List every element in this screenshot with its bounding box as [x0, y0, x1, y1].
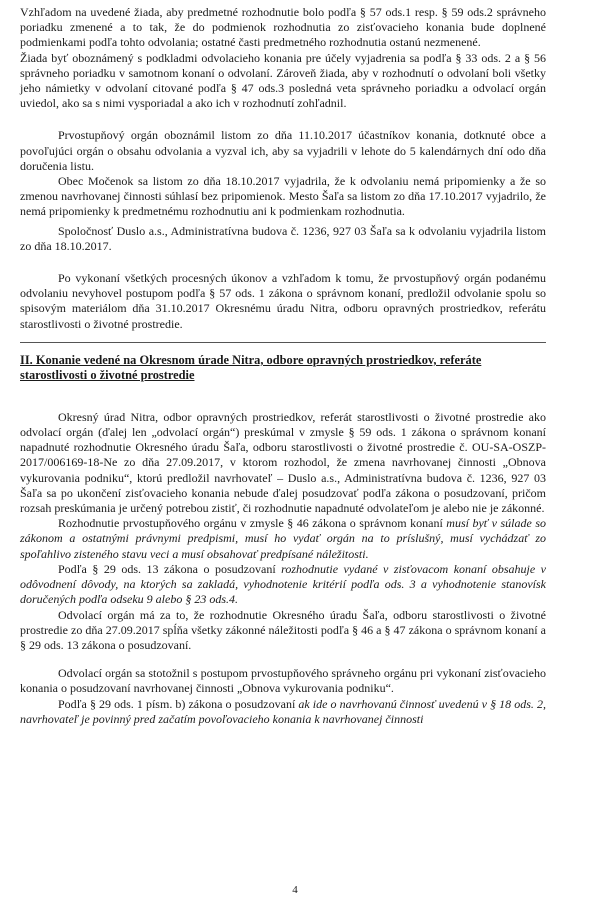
paragraph-mocenok-sala: Obec Močenok sa listom zo dňa 18.10.2017 vyjadrila, že k odvolaniu nemá pripomienky a že so zmenou navrhovanej činnosti súhlasí bez pripomienok. Mesto Šaľa sa listom zo dňa 17.10.2017 vyjadrilo, že nemá pripomienky k predmetnému rozhodnutiu ani k podmienkam rozhodnutia. [20, 174, 546, 219]
paragraph-section-46 [20, 516, 546, 562]
paragraph-request-documents: Žiada byť oboznámený s podkladmi odvolacieho konania pre účely vyjadrenia sa podľa § 33 ods. 2 a § 56 správneho poriadku v samotnom konaní o odvolaní. Zároveň žiada, aby v rozhodnutí o odvolaní boli všetky jeho námietky v odvolaní citované podľa § 47 ods.3 posledná veta správneho poriadku a odvolací orgán uviedol, ako sa s nimi vysporiadal a ako ich v rozhodnutí zohľadnil. [20, 50, 546, 111]
paragraph-section-29-1 [20, 697, 546, 727]
paragraph-duslo-response: Spoločnosť Duslo a.s., Administratívna budova č. 1236, 927 03 Šaľa sa k odvolaniu vyjadrila listom zo dňa 18.10.2017. [20, 223, 546, 253]
paragraph-section-46-lead: Rozhodnutie prvostupňového orgánu v zmysle § 46 zákona o správnom konaní [58, 516, 447, 531]
section-heading: II. Konanie vedené na Okresnom úrade Nitra, odbore opravných prostriedkov, referáte starostlivosti o životné prostredie [20, 352, 482, 383]
page-number: 4 [292, 884, 298, 896]
paragraph-notification: Prvostupňový orgán oboznámil listom zo dňa 11.10.2017 účastníkov konania, dotknuté obce a povoľujúci orgán o obsahu odvolania a vyzval ich, aby sa vyjadrili v lehote do 5 kalendárnych dní odo dňa doručenia listu. [20, 128, 546, 173]
section-divider [20, 342, 546, 343]
paragraph-section-46-quote: musí byť v súlade so zákonom a ostatnými právnymi predpismi, musí ho vydať orgán na to príslušný, musí vychádzať zo spoľahlivo zisteného stavu veci a musí obsahovať predpísané náležitosti. [20, 516, 546, 561]
paragraph-section-29-13-quote: rozhodnutie vydané v zisťovacom konaní obsahuje v odôvodnení dôvody, na ktorých sa zakladá, vyhodnotenie kritérií podľa ods. 3 a vyhodnotenie stanovísk doručených podľa odseku 9 alebo § 23 ods.4. [20, 561, 546, 607]
paragraph-compliance: Odvolací orgán má za to, že rozhodnutie Okresného úradu Šaľa, odboru starostlivosti o životné prostredie zo dňa 27.09.2017 spĺňa všetky zákonné náležitosti podľa § 46 a § 47 zákona o správnom konaní a § 29 ods. 13 zákona o posudzovaní. [20, 607, 546, 652]
paragraph-section-29-1-quote: ak ide o navrhovanú činnosť uvedenú v § 18 ods. 2, navrhovateľ je povinný pred začatím povoľovacieho konania k navrhovanej činnosti [20, 696, 546, 726]
paragraph-section-29-13-lead: Podľa § 29 ods. 13 zákona o posudzovaní [58, 561, 282, 576]
paragraph-section-29-1-lead: Podľa § 29 ods. 1 písm. b) zákona o posudzovaní [58, 696, 299, 711]
paragraph-review: Okresný úrad Nitra, odbor opravných prostriedkov, referát starostlivosti o životné prostredie ako odvolací orgán (ďalej len „odvolací orgán“) preskúmal v zmysle § 59 ods. 1 zákona o správnom konaní napadnuté rozhodnutie Okresného úradu Šaľa, odboru starostlivosti o životné prostredie č. OU-SA-OSZP-2017/006169-18-Ne zo dňa 27.09.2017, v ktorom rozhodol, že zmena navrhovanej činnosti „Obnova vykurovania podniku“, ktorú predložil navrhovateľ – Duslo a.s., Administratívna budova č. 1236, 927 03 Šaľa sa po ukončení zisťovacieho konania nebude ďalej posudzovať podľa zákona o posudzovaní, pričom rozsah preskúmania je určený potrebou zistiť, či rozhodnutie napadnuté odvolateľom je alebo nie je zákonné. [20, 409, 546, 516]
paragraph-agreement: Odvolací orgán sa stotožnil s postupom prvostupňového správneho orgánu pri vykonaní zisťovacieho konania o posudzovaní navrhovanej činnosti „Obnova vykurovania podniku“. [20, 666, 546, 696]
paragraph-section-29-13 [20, 562, 546, 608]
paragraph-submission: Po vykonaní všetkých procesných úkonov a vzhľadom k tomu, že prvostupňový orgán podanému odvolaniu nevyhovel postupom podľa § 57 ods. 1 zákona o správnom konaní, predložil odvolanie spolu so spisovým materiálom dňa 31.10.2017 Okresnému úradu Nitra, odboru opravných prostriedkov, referátu starostlivosti o životné prostredie. [20, 271, 546, 331]
paragraph-request-change: Vzhľadom na uvedené žiada, aby predmetné rozhodnutie bolo podľa § 57 ods.1 resp. § 59 ods.2 správneho poriadku zmenené a to tak, že do podmienok rozhodnutia zo zisťovacieho konania bude doplnené podmienkami podľa tohto odvolania; ostatné časti predmetného rozhodnutia ostanú nezmenené. [20, 5, 546, 50]
